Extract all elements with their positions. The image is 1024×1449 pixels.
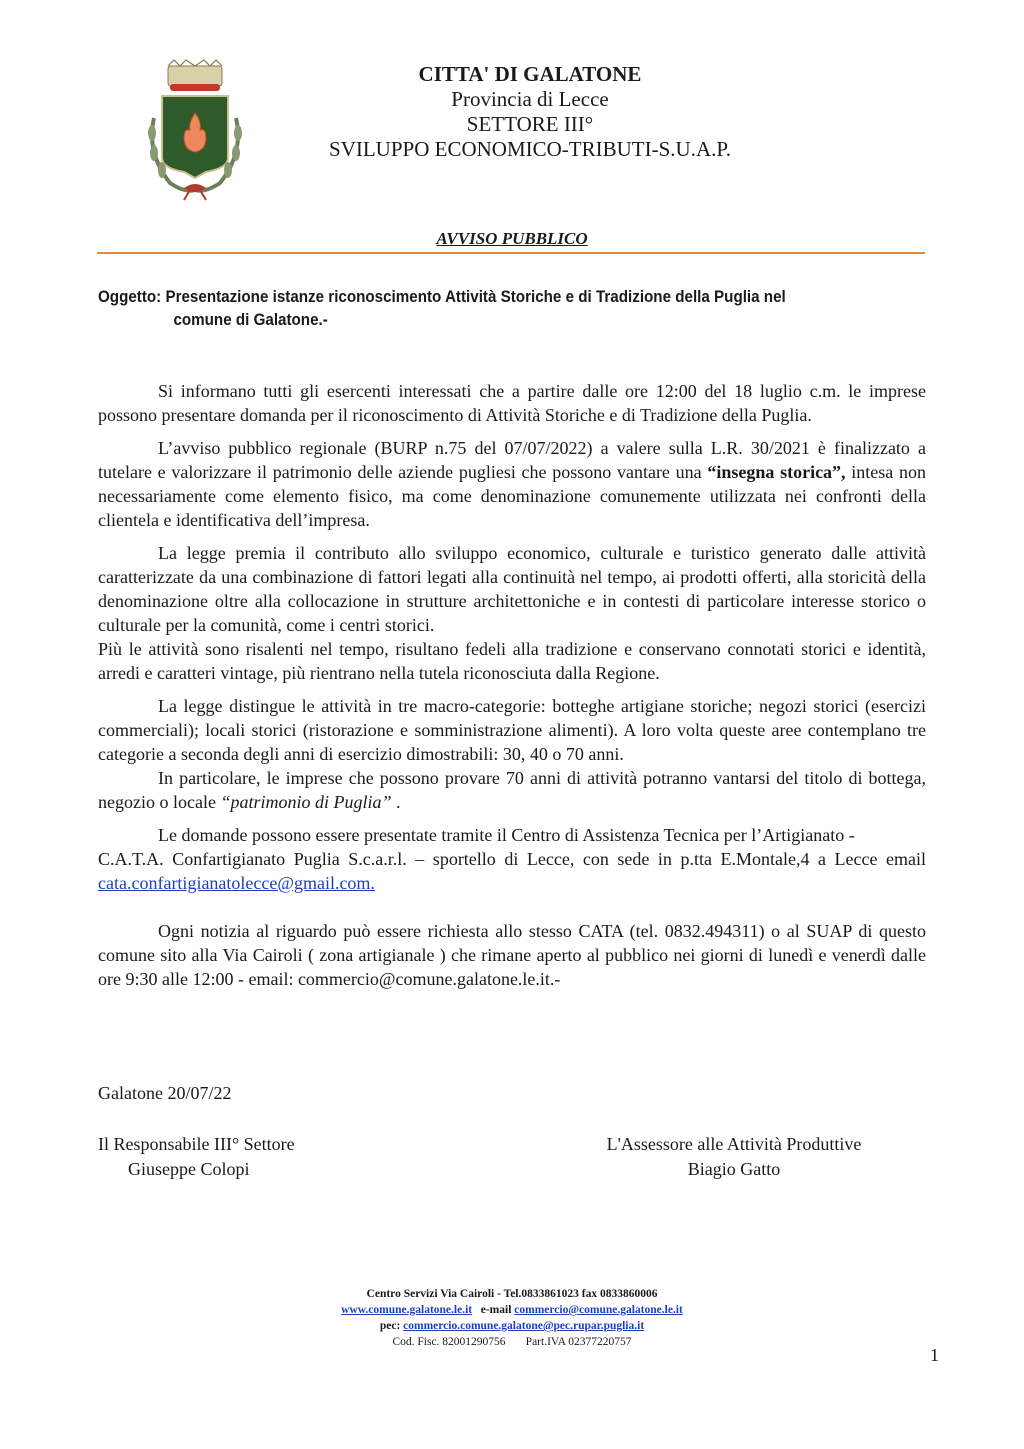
- signer-role: L'Assessore alle Attività Produttive: [606, 1134, 862, 1154]
- paragraph: C.A.T.A. Confartigianato Puglia S.c.a.r.l. – sportello di Lecce, con sede in p.tta E.Montale,4 a Lecce email cata.confartigianatolecce@gmail.com.: [98, 849, 926, 893]
- paragraph: Più le attività sono risalenti nel tempo, risultano fedeli alla tradizione e conservano connotati storici e identità, arredi e caratteri vintage, più rientrano nella tutela riconosciuta dalla Regione.: [98, 639, 926, 683]
- footer-address: Centro Servizi Via Cairoli - Tel.0833861023 fax 0833860006: [366, 1288, 658, 1300]
- vat-number: Part.IVA 02377220757: [525, 1336, 632, 1348]
- signer-name: Giuseppe Colopi: [128, 1159, 250, 1179]
- notice-body: [98, 379, 926, 991]
- paragraph: In particolare, le imprese che possono provare 70 anni di attività potranno vantarsi del titolo di bottega, negozio o locale “patrimonio di Puglia” .: [98, 768, 926, 812]
- notice-title: AVVISO PUBBLICO: [436, 229, 588, 248]
- website-link[interactable]: www.comune.galatone.le.it: [341, 1304, 473, 1316]
- fiscal-code: Cod. Fisc. 82001290756: [392, 1336, 506, 1348]
- letterhead: [270, 62, 790, 162]
- city-name: CITTA' DI GALATONE: [418, 62, 642, 86]
- signature-left: [98, 1132, 295, 1182]
- date: Galatone 20/07/22: [98, 1083, 232, 1103]
- cata-email-link[interactable]: cata.confartigianatolecce@gmail.com.: [98, 873, 375, 893]
- footer: Centro Servizi Via Cairoli - Tel.0833861023 fax 0833860006 www.comune.galatone.le.it e-mail commercio@comune.galatone.le.it pec: commercio.comune.galatone@pec.rupar.puglia.it Cod. Fisc. 82001290756 Part.IVA 02377220757: [262, 1286, 762, 1350]
- page-number: 1: [930, 1345, 939, 1365]
- paragraph: Le domande possono essere presentate tramite il Centro di Assistenza Tecnica per l’Artigianato -: [158, 825, 855, 845]
- paragraph: La legge premia il contributo allo sviluppo economico, culturale e turistico generato dalle attività caratterizzate da una combinazione di fattori legati alla continuità nel tempo, ai prodotti offerti, alla storicità della denominazione oltre alla collocazione in strutture architettoniche e in contesti di particolare interesse storico o culturale per la comunità, come i centri storici.: [98, 543, 926, 635]
- signer-role: Il Responsabile III° Settore: [98, 1134, 295, 1154]
- paragraph: La legge distingue le attività in tre macro-categorie: botteghe artigiane storiche; negozi storici (esercizi commerciali); locali storici (ristorazione e somministrazione alimenti). A loro volta queste aree contemplano tre categorie a seconda degli anni di esercizio dimostrabili: 30, 40 o 70 anni.: [98, 696, 926, 764]
- paragraph: Ogni notizia al riguardo può essere richiesta allo stesso CATA (tel. 0832.494311) o al SUAP di questo comune sito alla Via Cairoli ( zona artigianale ) che rimane aperto al pubblico nei giorni di lunedì e venerdì dalle ore 9:30 alle 12:00 - email: commercio@comune.galatone.le.it.-: [98, 921, 926, 989]
- coat-of-arms-icon: [140, 58, 250, 203]
- paragraph: L’avviso pubblico regionale (BURP n.75 del 07/07/2022) a valere sulla L.R. 30/2021 è finalizzato a tutelare e valorizzare il patrimonio delle aziende pugliesi che possono vantare una “insegna storica”, intesa non necessariamente come elemento fisico, ma come denominazione comunemente utilizzata nei confronti della clientela e identificativa dell’impresa.: [98, 438, 926, 530]
- email-link[interactable]: commercio@comune.galatone.le.it: [514, 1304, 683, 1316]
- signer-name: Biagio Gatto: [687, 1159, 781, 1179]
- paragraph: Si informano tutti gli esercenti interessati che a partire dalle ore 12:00 del 18 luglio c.m. le imprese possono presentare domanda per il riconoscimento di Attività Storiche e di Tradizione della Puglia.: [98, 381, 926, 425]
- subject-label: Oggetto:: [98, 288, 162, 306]
- department: SVILUPPO ECONOMICO-TRIBUTI-S.U.A.P.: [329, 137, 731, 161]
- subject-line1: Presentazione istanze riconoscimento Attività Storiche e di Tradizione della Puglia nel: [165, 288, 786, 306]
- subject-line2: comune di Galatone.-: [173, 311, 328, 329]
- signature-right: [584, 1132, 884, 1182]
- highlight-insegna: “insegna storica”,: [707, 462, 846, 482]
- subject: [98, 286, 862, 332]
- divider: [97, 252, 925, 254]
- province: Provincia di Lecce: [451, 87, 609, 111]
- pec-link[interactable]: commercio.comune.galatone@pec.rupar.puglia.it: [403, 1320, 645, 1332]
- sector: SETTORE III°: [466, 112, 594, 136]
- highlight-patrimonio: “patrimonio di Puglia”: [220, 792, 392, 812]
